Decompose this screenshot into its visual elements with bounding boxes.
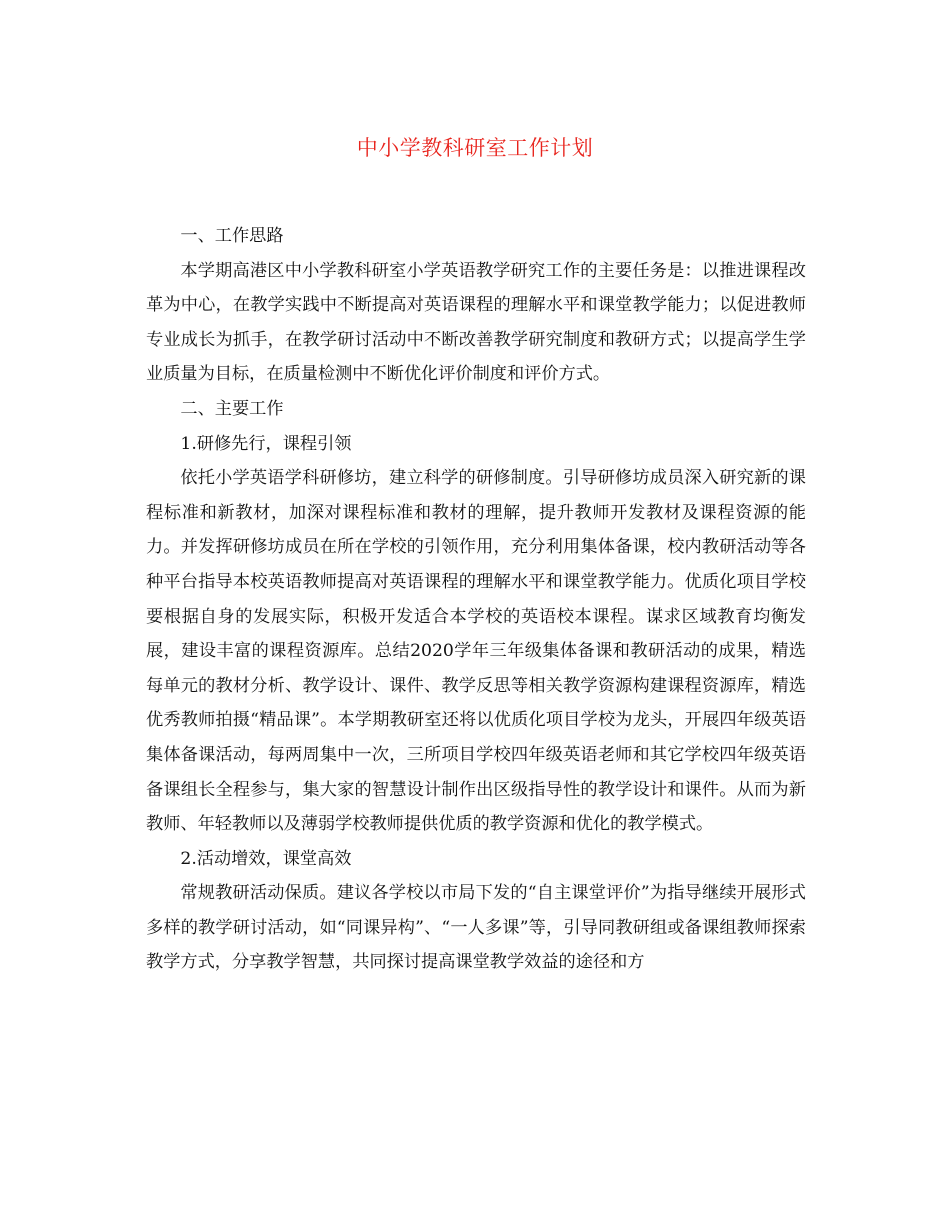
section-heading-2: 二、主要工作: [180, 398, 284, 419]
paragraph-work-approach: 本学期高港区中小学教科研室小学英语教学研究工作的主要任务是：以推进课程改革为中心，在教学实践中不断提高对英语课程的理解水平和课堂教学能力；以促进教师专业成长为抓手，在教学研讨活动中不断改善教学研究制度和教研方式；以提高学生学业质量为目标，在质量检测中不断优化评价制度和评价方式。: [146, 260, 806, 385]
section-heading-1: 一、工作思路: [180, 226, 284, 246]
document-title: 中小学教科研室工作计划: [356, 136, 594, 160]
paragraph-research-first: 依托小学英语学科研修坊，建立科学的研修制度。引导研修坊成员深入研究新的课程标准和新教材，加深对课程标准和教材的理解，提升教师开发教材及课程资源的能力。并发挥研修坊成员在所在学校的引领作用，充分利用集体备课，校内教研活动等各种平台指导本校英语教师提高对英语课程的理解水平和课堂教学能力。优质化项目学校要根据自身的发展实际，积极开发适合本学校的英语校本课程。谋求区域教育均衡发展，建设丰富的课程资源库。总结2020学年三年级集体备课和教研活动的成果，精选每单元的教材分析、教学设计、课件、教学反思等相关教学资源构建课程资源库，精选优秀教师拍摄“精品课”。本学期教研室还将以优质化项目学校为龙头，开展四年级英语集体备课活动，每两周集中一次，三所项目学校四年级英语老师和其它学校四年级英语备课组长全程参与，集大家的智慧设计制作出区级指导性的教学设计和课件。从而为新教师、年轻教师以及薄弱学校教师提供优质的教学资源和优化的教学模式。: [146, 468, 806, 835]
paragraph-routine-activities: 常规教研活动保质。建议各学校以市局下发的“自主课堂评价”为指导继续开展形式多样的教学研讨活动，如“同课异构”、“一人多课”等，引导同教研组或备课组教师探索教学方式，分享教学智慧，共同探讨提高课堂教学效益的途径和方: [146, 883, 806, 973]
document-body: [146, 219, 806, 980]
subheading-2: 2.活动增效，课堂高效: [180, 848, 352, 869]
subheading-1: 1.研修先行，课程引领: [180, 433, 352, 454]
